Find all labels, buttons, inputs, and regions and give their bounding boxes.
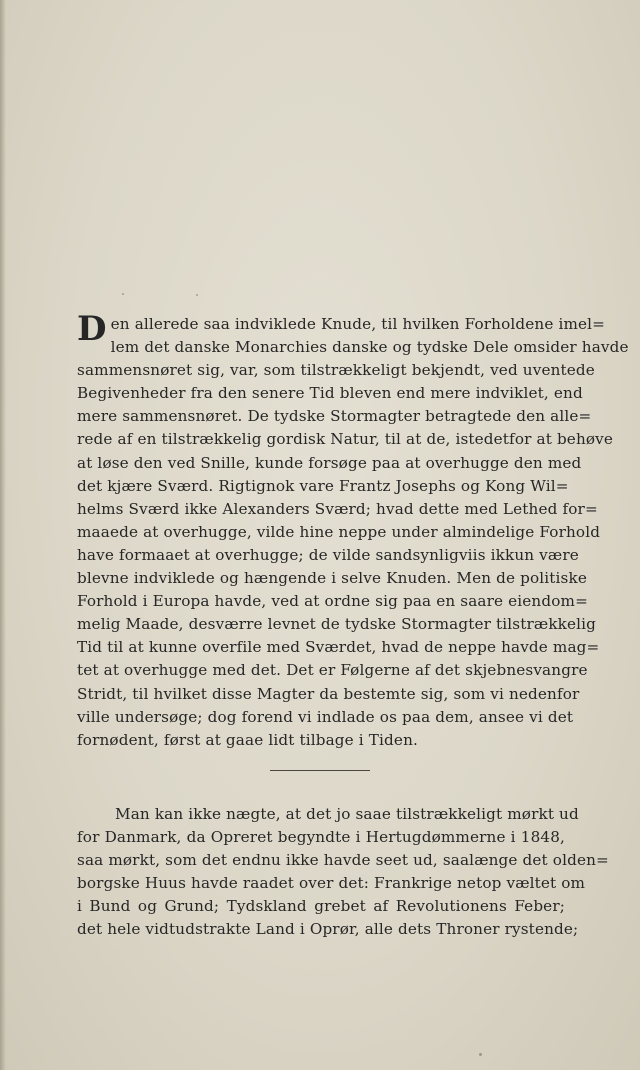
paper-speck xyxy=(196,294,198,296)
text-line: helms Sværd ikke Alexanders Sværd; hvad dette med Lethed for= xyxy=(77,499,598,518)
text-line: lem det danske Monarchies danske og tydske Dele omsider havde xyxy=(110,338,629,357)
paper-speck xyxy=(479,1053,482,1056)
text-line: for Danmark, da Opreret begyndte i Hertugdømmerne i 1848, xyxy=(77,828,565,847)
paragraph-2 xyxy=(77,803,609,942)
text-line: tet at overhugge med det. Det er Følgerne af det skjebnesvangre xyxy=(77,661,588,680)
text-line: ville undersøge; dog forend vi indlade os paa dem, ansee vi det xyxy=(77,707,574,726)
paper-speck xyxy=(122,293,124,295)
text-line: det kjære Sværd. Rigtignok vare Frantz Josephs og Kong Wil= xyxy=(77,476,569,495)
text-line: borgske Huus havde raadet over det: Frankrige netop væltet om xyxy=(77,874,586,893)
text-line: Tid til at kunne overfile med Sværdet, hvad de neppe havde mag= xyxy=(77,638,600,657)
text-line: melig Maade, desværre levnet de tydske Stormagter tilstrækkelig xyxy=(77,615,597,634)
text-line: i Bund og Grund; Tydskland grebet af Revolutionens Feber; xyxy=(77,897,565,916)
text-line: Man kan ikke nægte, at det jo saae tilstrækkeligt mørkt ud xyxy=(115,805,579,823)
text-line: en allerede saa indviklede Knude, til hvilken Forholdene imel= xyxy=(110,315,606,333)
text-line: Stridt, til hvilket disse Magter da bestemte sig, som vi nedenfor xyxy=(77,684,580,703)
text-line: rede af en tilstrækkelig gordisk Natur, til at de, istedetfor at behøve xyxy=(77,430,614,449)
text-line: Begivenheder fra den senere Tid bleven end mere indviklet, end xyxy=(77,384,583,403)
text-line: mere sammensnøret. De tydske Stormagter betragtede den alle= xyxy=(77,407,592,426)
paragraph-1 xyxy=(77,309,629,752)
section-divider xyxy=(270,770,370,771)
text-line: at løse den ved Snille, kunde forsøge paa at overhugge den med xyxy=(77,453,582,472)
text-line: fornødent, først at gaae lidt tilbage i Tiden. xyxy=(77,730,418,749)
text-line: det hele vidtudstrakte Land i Oprør, alle dets Throner rystende; xyxy=(77,920,579,939)
page-edge-shadow xyxy=(0,0,6,1070)
text-line: Forhold i Europa havde, ved at ordne sig paa en saare eiendom= xyxy=(77,592,588,611)
drop-cap: D xyxy=(77,309,107,349)
text-line: sammensnøret sig, var, som tilstrækkeligt bekjendt, ved uventede xyxy=(77,361,595,380)
text-line: blevne indviklede og hængende i selve Knuden. Men de politiske xyxy=(77,569,587,588)
text-line: saa mørkt, som det endnu ikke havde seet ud, saalænge det olden= xyxy=(77,851,609,870)
text-line: have formaaet at overhugge; de vilde sandsynligviis ikkun være xyxy=(77,545,579,564)
text-line: maaede at overhugge, vilde hine neppe under almindelige Forhold xyxy=(77,522,601,541)
